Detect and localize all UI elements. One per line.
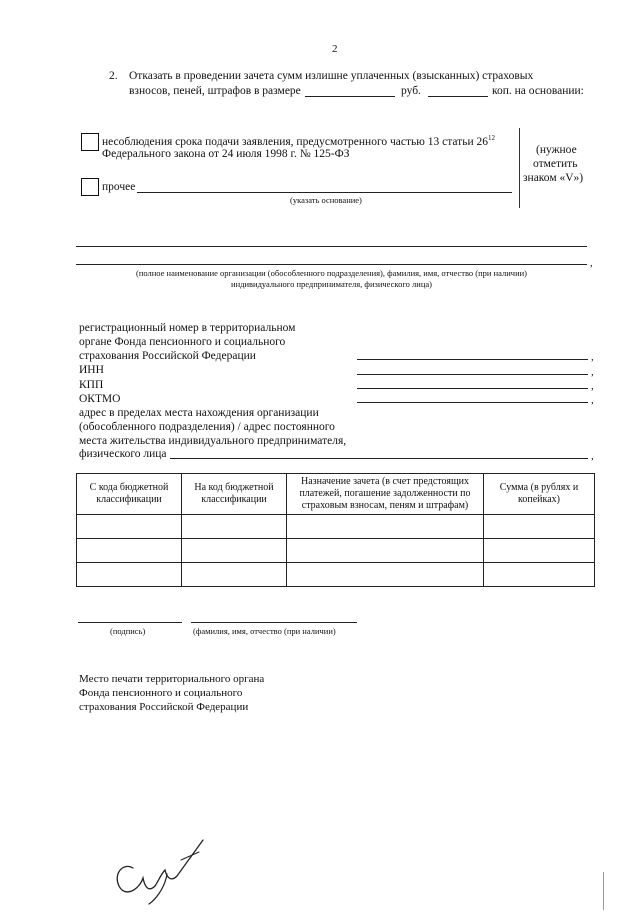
table-header-from-kbk: С кода бюджетной классификации	[77, 474, 182, 515]
table-cell[interactable]	[77, 539, 182, 563]
scan-edge-mark	[603, 872, 604, 910]
option1-line2: Федерального закона от 24 июля 1998 г. № 125-ФЗ	[102, 148, 350, 160]
reg-label-line3: страхования Российской Федерации	[79, 350, 256, 362]
table-cell[interactable]	[77, 563, 182, 587]
reg-label-line1: регистрационный номер в территориальном	[79, 322, 296, 334]
table-cell[interactable]	[182, 563, 287, 587]
signature-caption: (подпись)	[110, 626, 146, 636]
address-label-line4: физического лица	[79, 448, 167, 460]
inn-comma: ,	[591, 366, 594, 378]
item2-line2-prefix: взносов, пеней, штрафов в размере	[129, 85, 301, 97]
address-field[interactable]	[170, 458, 588, 459]
table-cell[interactable]	[484, 515, 595, 539]
note-line3: знаком «V»)	[523, 172, 584, 184]
table-cell[interactable]	[287, 539, 484, 563]
note-line1: (нужное	[536, 144, 577, 156]
table-header-amount: Сумма (в рублях и копейках)	[484, 474, 595, 515]
item2-number: 2.	[109, 70, 118, 82]
org-name-field-1[interactable]	[76, 246, 587, 247]
table-cell[interactable]	[77, 515, 182, 539]
other-reason-field[interactable]	[137, 192, 512, 193]
amount-kop-field[interactable]	[428, 96, 488, 97]
reg-label-line2: органе Фонда пенсионного и социального	[79, 336, 286, 348]
option1-superscript: 12	[487, 134, 495, 142]
inn-field[interactable]	[357, 374, 588, 375]
handwritten-signature	[105, 828, 225, 908]
table-header-purpose: Назначение зачета (в счет предстоящих платежей, погашение задолженности по страховым взносам, пеням и штрафам)	[287, 474, 484, 515]
table-header-row	[77, 474, 595, 515]
amount-rub-field[interactable]	[305, 96, 395, 97]
table-cell[interactable]	[287, 515, 484, 539]
kpp-field[interactable]	[357, 388, 588, 389]
reg-number-field[interactable]	[357, 359, 588, 360]
option1-line1: несоблюдения срока подачи заявления, предусмотренного частью 13 статьи $26^{12}$	[102, 134, 495, 148]
options-divider	[519, 128, 520, 208]
offset-table	[76, 473, 595, 587]
oktmo-comma: ,	[591, 394, 594, 406]
table-cell[interactable]	[182, 515, 287, 539]
signature-field[interactable]	[78, 622, 182, 623]
oktmo-label: ОКТМО	[79, 393, 121, 405]
kpp-comma: ,	[591, 380, 594, 392]
address-label-line1: адрес в пределах места нахождения организации	[79, 407, 319, 419]
table-cell[interactable]	[484, 563, 595, 587]
address-label-line3: места жительства индивидуального предпринимателя,	[79, 435, 347, 447]
page-number: 2	[332, 43, 338, 55]
table-row	[77, 539, 595, 563]
rub-label: руб.	[401, 85, 421, 97]
item2-line1: Отказать в проведении зачета сумм излишне уплаченных (взысканных) страховых	[129, 70, 534, 82]
org-caption-line2: индивидуального предпринимателя, физического лица)	[231, 279, 432, 289]
org-name-field-2[interactable]	[76, 264, 587, 265]
org-name-comma: ,	[590, 257, 593, 269]
reg-comma: ,	[591, 351, 594, 363]
checkbox-other[interactable]	[81, 178, 99, 196]
table-row	[77, 563, 595, 587]
kpp-label: КПП	[79, 379, 104, 391]
option2-label: прочее	[102, 181, 136, 193]
address-comma: ,	[591, 450, 594, 462]
org-caption-line1: (полное наименование организации (обособленного подразделения), фамилия, имя, отчество (при наличии)	[136, 268, 527, 278]
stamp-line2: Фонда пенсионного и социального	[79, 687, 243, 699]
table-header-to-kbk: На код бюджетной классификации	[182, 474, 287, 515]
checkbox-deadline-violation[interactable]	[81, 133, 99, 151]
table-cell[interactable]	[287, 563, 484, 587]
table-cell[interactable]	[182, 539, 287, 563]
inn-label: ИНН	[79, 364, 104, 376]
note-line2: отметить	[533, 158, 578, 170]
stamp-line1: Место печати территориального органа	[79, 673, 265, 685]
other-reason-caption: (указать основание)	[290, 195, 362, 205]
full-name-field[interactable]	[191, 622, 357, 623]
oktmo-field[interactable]	[357, 402, 588, 403]
address-label-line2: (обособленного подразделения) / адрес постоянного	[79, 421, 335, 433]
stamp-line3: страхования Российской Федерации	[79, 701, 249, 713]
table-row	[77, 515, 595, 539]
kop-label: коп. на основании:	[492, 85, 584, 97]
table-cell[interactable]	[484, 539, 595, 563]
full-name-caption: (фамилия, имя, отчество (при наличии)	[193, 626, 336, 636]
